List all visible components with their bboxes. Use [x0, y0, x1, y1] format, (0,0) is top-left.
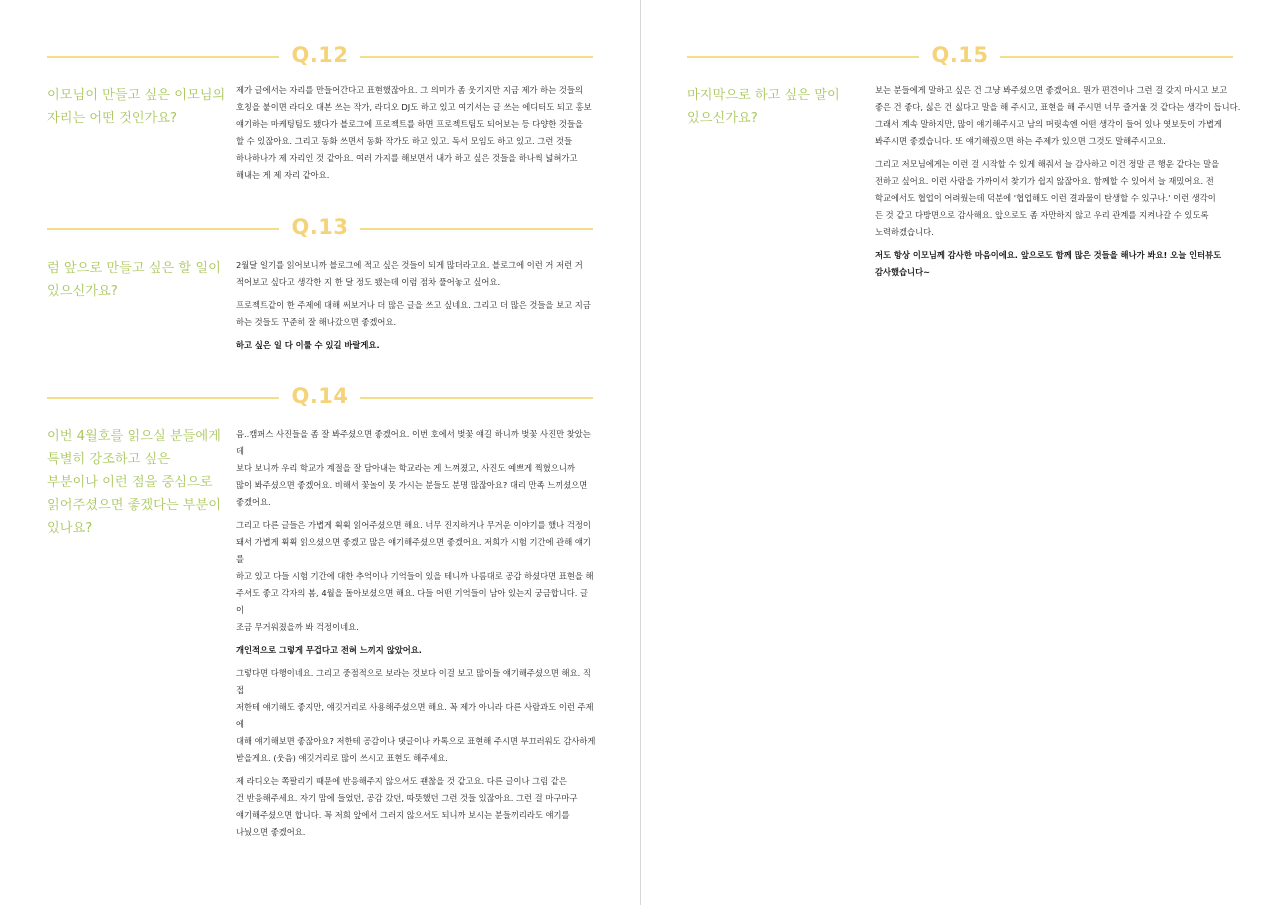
q13-answer-line: 2월달 일기를 읽어보니까 블로그에 적고 싶은 것들이 되게 많더라고요. 블로그에 이런 거 저런 거	[236, 260, 583, 270]
q14-answer-line: 주셔도 좋고 각자의 봄, 4월을 돌아보셨으면 해요. 다들 어떤 기억들이 남아 있는지 궁금합니다. 글이	[236, 588, 589, 615]
q12-answer-line: 제가 글에서는 자리를 만들어간다고 표현했잖아요. 그 의미가 좀 웃기지만 지금 제가 하는 것들의	[236, 85, 583, 95]
q14-rule-right	[360, 397, 593, 399]
q15-heading	[687, 43, 1233, 69]
q13-answer-line: 프로젝트같이 한 주제에 대해 써보거나 더 많은 글을 쓰고 싶네요. 그리고 더 많은 것들을 보고 지금	[236, 300, 591, 310]
q12-question	[47, 84, 227, 130]
q14-question-line: 이번 4월호를 읽으실 분들에게	[47, 429, 221, 444]
q12-question-line: 이모님이 만들고 싶은 이모님의	[47, 88, 226, 103]
q14-question-line: 부분이나 이런 점을 중심으로	[47, 475, 213, 490]
q14-answer-line: 나눴으면 좋겠어요.	[236, 827, 306, 837]
q14-answer-line: 그렇다면 다행이네요. 그리고 중점적으로 보라는 것보다 이걸 보고 많이들 얘기해주셨으면 해요. 직접	[236, 668, 591, 695]
q15-rule-left	[687, 56, 919, 58]
q14-answer-line: 받을게요. (웃음) 얘깃거리로 많이 쓰시고 표현도 해주세요.	[236, 753, 448, 763]
q12-answer-line: 하나하나가 제 자리인 것 같아요. 여러 가지를 해보면서 내가 하고 싶은 것들을 하나씩 넓혀가고	[236, 153, 578, 163]
q12-answer-line: 해내는 게 제 자리 같아요.	[236, 170, 330, 180]
q13-answer-line: 하는 것들도 꾸준히 잘 해나갔으면 좋겠어요.	[236, 317, 397, 327]
q14-answer-line: 보다 보니까 우리 학교가 계절을 잘 담아내는 학교라는 게 느껴졌고, 사진도 예쁘게 찍혔으니까	[236, 463, 575, 473]
q14-answer-line: 하고 있고 다들 시험 기간에 대한 추억이나 기억들이 있을 테니까 나름대로 공감 하셨다면 표현을 해	[236, 571, 594, 581]
q13-answer-line: 적어보고 싶다고 생각한 지 한 달 정도 됐는데 이럼 점차 풀어놓고 싶어요.	[236, 277, 501, 287]
q15-answer-line: 든 것 같고 다방면으로 감사해요. 앞으로도 좀 자만하지 않고 우리 관계를 지켜나갈 수 있도록	[875, 210, 1209, 220]
q15-question-line: 마지막으로 하고 싶은 말이	[687, 88, 840, 103]
q14-question	[47, 425, 227, 540]
q12-heading	[47, 43, 593, 69]
q14-answer-line: 그리고 다른 글들은 가볍게 휙휙 읽어주셨으면 해요. 너무 진지하거나 무거운 이야기를 했나 걱정이	[236, 520, 591, 530]
q12-answer-line: 호칭을 붙이면 라디오 대본 쓰는 작가, 라디오 DJ도 하고 있고 여기서는 글 쓰는 에디터도 되고 홍보	[236, 102, 592, 112]
q15-answer-line: 좋은 건 좋다, 싫은 건 싫다고 말을 해 주시고, 표현을 해 주시면 너무 즐거울 것 같다는 생각이 듭니다.	[875, 102, 1241, 112]
q15-answer	[875, 82, 1245, 287]
q14-answer-line: 음..캠퍼스 사진들을 좀 잘 봐주셨으면 좋겠어요. 이번 호에서 벚꽃 얘길 하니까 벚꽃 사진만 찾았는데	[236, 429, 591, 456]
q15-question-line: 있으신가요?	[687, 111, 758, 126]
q13-question	[47, 257, 227, 303]
right-page	[641, 0, 1280, 905]
q15-answer-paragraph	[875, 82, 1245, 150]
q15-rule-right	[1000, 56, 1233, 58]
q13-number: Q.13	[291, 215, 349, 239]
q14-answer-line: 조금 무거워졌을까 봐 걱정이네요.	[236, 622, 359, 632]
q12-rule-left	[47, 56, 279, 58]
q14-answer-line: 얘기해주셨으면 합니다. 꼭 저희 앞에서 그러지 않으셔도 되니까 보시는 분들끼리라도 얘기를	[236, 810, 570, 820]
q12-answer-line: 할 수 있잖아요. 그리고 동화 쓰면서 동화 작가도 하고 있고. 독서 모임도 하고 있고. 그런 것들	[236, 136, 573, 146]
q14-answer-line: 제 라디오는 쪽팔리기 때문에 반응해주지 않으셔도 괜찮을 것 같고요. 다른 글이나 그림 같은	[236, 776, 567, 786]
q14-rule-left	[47, 397, 279, 399]
q15-answer-bold-line: 감사했습니다~	[875, 267, 931, 277]
q14-answer-paragraph	[236, 665, 596, 767]
q12-answer	[236, 82, 596, 190]
q15-question	[687, 84, 867, 130]
q14-answer-line: 돼서 가볍게 휙휙 읽으셨으면 좋겠고 많은 얘기해주셨으면 좋겠어요. 저희가 시험 기간에 관해 얘기를	[236, 537, 591, 564]
q15-answer-line: 학교에서도 협업이 어려웠는데 덕분에 '협업해도 이런 결과물이 탄생할 수 있구나.' 이런 생각이	[875, 193, 1216, 203]
q13-answer	[236, 257, 596, 360]
q15-answer-line: 그리고 저모님에게는 이런 걸 시작할 수 있게 해줘서 늘 감사하고 이건 정말 큰 행운 같다는 말을	[875, 159, 1220, 169]
q13-answer-paragraph	[236, 257, 596, 291]
q12-question-line: 자리는 어떤 것인가요?	[47, 111, 178, 126]
q15-answer-bold	[875, 247, 1245, 281]
q14-answer-line: 많이 봐주셨으면 좋겠어요. 비해서 꽃놀이 못 가시는 분들도 분명 많잖아요? 대리 만족 느끼셨으면	[236, 480, 588, 490]
q15-answer-line: 봐주시면 좋겠습니다. 또 얘기해줬으면 하는 주제가 있으면 그것도 말해주시고요.	[875, 136, 1166, 146]
q12-answer-line: 얘기하는 마케팅팀도 됐다가 블로그에 프로젝트를 하면 프로젝트팀도 되어보는 등 다양한 것들을	[236, 119, 583, 129]
q13-question-line: 있으신가요?	[47, 284, 118, 299]
q15-answer-line: 전하고 싶어요. 이런 사람을 가까이서 찾기가 쉽지 않잖아요. 함께할 수 있어서 늘 재밌어요. 전	[875, 176, 1214, 186]
q14-answer	[236, 426, 596, 847]
q13-heading	[47, 215, 593, 241]
q14-number: Q.14	[291, 384, 349, 408]
q15-answer-paragraph	[875, 156, 1245, 241]
q14-answer-paragraph	[236, 517, 596, 636]
q13-answer-paragraph	[236, 297, 596, 331]
q14-answer-line: 좋겠어요.	[236, 497, 271, 507]
q13-question-line: 럼 앞으로 만들고 싶은 할 일이	[47, 261, 221, 276]
q12-answer-paragraph	[236, 82, 596, 184]
q13-answer-bold: 하고 싶은 일 다 이룰 수 있길 바랄게요.	[236, 340, 380, 350]
q14-answer-bold: 개인적으로 그렇게 무겁다고 전혀 느끼지 않았어요.	[236, 645, 422, 655]
q12-rule-right	[360, 56, 593, 58]
q14-question-line: 있나요?	[47, 521, 93, 536]
q15-answer-line: 보는 분들에게 말하고 싶은 건 그냥 봐주셨으면 좋겠어요. 뭔가 편견이나 그런 걸 갖지 마시고 보고	[875, 85, 1228, 95]
q15-number: Q.15	[931, 43, 989, 67]
q14-heading	[47, 384, 593, 410]
q14-answer-line: 저한테 얘기해도 좋지만, 얘깃거리로 사용해주셨으면 해요. 꼭 제가 아니라 다른 사람과도 이런 주제에	[236, 702, 594, 729]
q13-rule-left	[47, 228, 279, 230]
q15-answer-line: 노력하겠습니다.	[875, 227, 934, 237]
q14-question-line: 읽어주셨으면 좋겠다는 부분이	[47, 498, 221, 513]
q12-number: Q.12	[291, 43, 349, 67]
q14-answer-line: 대해 얘기해보면 좋잖아요? 저한테 공감이나 댓글이나 카톡으로 표현해 주시면 부끄러워도 감사하게	[236, 736, 596, 746]
q15-answer-bold-line: 저도 항상 이모님께 감사한 마음이에요. 앞으로도 함께 많은 것들을 해나가 봐요! 오늘 인터뷰도	[875, 250, 1222, 260]
q15-answer-line: 그래서 계속 말하지만, 많이 얘기해주시고 남의 머릿속엔 어떤 생각이 들어 있나 엿보듯이 가볍게	[875, 119, 1222, 129]
q13-rule-right	[360, 228, 593, 230]
q14-answer-paragraph	[236, 426, 596, 511]
q14-answer-line: 건 반응해주세요. 자기 맘에 들었던, 공감 갔던, 따뜻했던 그런 것들 있잖아요. 그런 걸 마구마구	[236, 793, 578, 803]
q14-question-line: 특별히 강조하고 싶은	[47, 452, 171, 467]
q14-answer-paragraph	[236, 773, 596, 841]
